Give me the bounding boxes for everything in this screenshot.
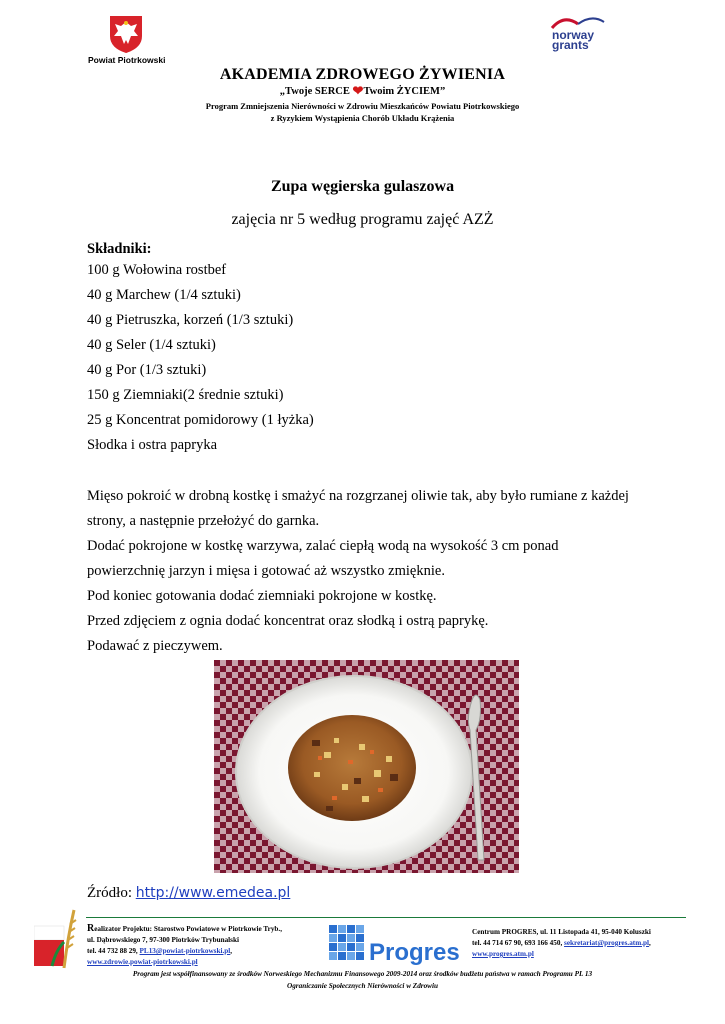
footer-initial: R xyxy=(87,923,95,934)
step-line: strony, a następnie przełożyć do garnka. xyxy=(87,513,320,529)
soup-photo xyxy=(214,660,519,873)
ingredient-item: 150 g Ziemniaki(2 średnie sztuki) xyxy=(87,387,284,403)
footer-left-line3: tel. 44 732 88 29, xyxy=(87,947,140,955)
footer-left-line2: ul. Dąbrowskiego 7, 97-300 Piotrków Trybunalski xyxy=(87,936,239,944)
source-label: Źródło: xyxy=(87,885,136,901)
ingredient-item: 40 g Marchew (1/4 sztuki) xyxy=(87,287,241,303)
program-line-2: z Ryzykiem Wystąpienia Chorób Układu Krążenia xyxy=(270,113,455,123)
step-line: Dodać pokrojone w kostkę warzywa, zalać ciepłą wodą na wysokość 3 cm ponad xyxy=(87,538,559,554)
footer-website-link[interactable]: www.zdrowie.powiat-piotrkowski.pl xyxy=(87,958,198,966)
norway-grants-logo xyxy=(548,16,610,56)
flag-wheat-logo xyxy=(34,906,78,970)
step-line: powierzchnię jarzyn i mięsa i gotować aż wszystko zmięknie. xyxy=(87,563,445,579)
footer-left-line1: ealizator Projektu: Starostwo Powiatowe w Piotrkowie Tryb., xyxy=(94,925,283,933)
footer-contact-right xyxy=(472,927,651,960)
powiat-label: Powiat Piotrkowski xyxy=(88,55,166,65)
coat-of-arms-logo xyxy=(107,14,145,54)
progres-label: Progres xyxy=(369,939,460,966)
footer-email-link[interactable]: PL13@powiat-piotrkowski.pl xyxy=(139,947,231,955)
ingredient-item: 40 g Seler (1/4 sztuki) xyxy=(87,337,216,353)
progres-logo xyxy=(329,923,461,968)
ingredient-item: 25 g Koncentrat pomidorowy (1 łyżka) xyxy=(87,412,314,428)
ingredients-list xyxy=(87,258,314,458)
source-link[interactable]: http://www.emedea.pl xyxy=(135,885,291,901)
footer-funding-line1: Program jest współfinansowany ze środków Norweskiego Mechanizmu Finansowego 2009-2014 oraz środków budżetu państwa w ramach Programu PL 13 xyxy=(132,970,593,978)
footer-right-email-link[interactable]: sekretariat@progres.atm.pl xyxy=(564,939,649,947)
preparation-steps xyxy=(87,484,657,659)
footer-divider xyxy=(86,917,686,918)
ingredients-heading: Składniki: xyxy=(87,241,152,257)
slogan-part1: „Twoje SERCE xyxy=(279,86,353,97)
step-line: Podawać z pieczywem. xyxy=(87,638,223,654)
step-line: Mięso pokroić w drobną kostkę i smażyć na rozgrzanej oliwie tak, aby było rumiane z każdej xyxy=(87,488,629,504)
academy-title: AKADEMIA ZDROWEGO ŻYWIENIA xyxy=(219,66,506,83)
slogan xyxy=(0,83,725,98)
grants-word: grants xyxy=(552,38,589,52)
footer-contact-left xyxy=(87,923,282,968)
footer-left-line3-end: , xyxy=(230,947,233,955)
norway-word: norway xyxy=(552,28,595,42)
source-line xyxy=(87,885,290,902)
ingredient-item: 100 g Wołowina rostbef xyxy=(87,262,227,278)
footer-right-line1: Centrum PROGRES, ul. 11 Listopada 41, 95-040 Koluszki xyxy=(472,928,651,936)
footer-right-website-link[interactable]: www.progres.atm.pl xyxy=(472,950,534,958)
footer-right-line2-end: , xyxy=(648,939,651,947)
step-line: Przed zdjęciem z ognia dodać koncentrat oraz słodką i ostrą paprykę. xyxy=(87,613,489,629)
step-line: Pod koniec gotowania dodać ziemniaki pokrojone w kostkę. xyxy=(87,588,437,604)
ingredient-item: 40 g Por (1/3 sztuki) xyxy=(87,362,207,378)
footer-funding-line2: Ograniczanie Społecznych Nierówności w Zdrowiu xyxy=(287,982,438,990)
footer-right-line2: tel. 44 714 67 90, 693 166 450, xyxy=(472,939,565,947)
slogan-part2: Twoim ŻYCIEM” xyxy=(363,86,446,97)
ingredient-item: Słodka i ostra papryka xyxy=(87,437,218,453)
recipe-subtitle: zajęcia nr 5 według programu zajęć AZŻ xyxy=(231,211,494,228)
program-line-1: Program Zmniejszenia Nierówności w Zdrowiu Mieszkańców Powiatu Piotrkowskiego xyxy=(205,101,520,111)
heart-icon: ❤ xyxy=(352,83,364,98)
recipe-title: Zupa węgierska gulaszowa xyxy=(270,178,455,195)
ingredient-item: 40 g Pietruszka, korzeń (1/3 sztuki) xyxy=(87,312,294,328)
